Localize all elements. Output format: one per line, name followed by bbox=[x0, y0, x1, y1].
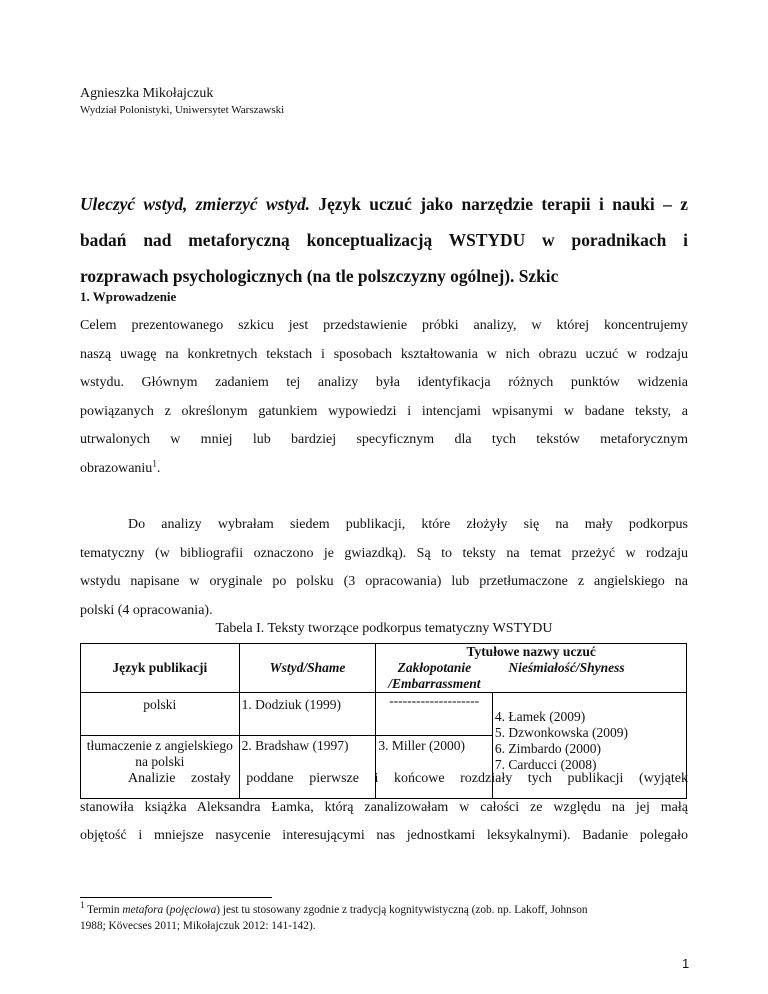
footnote-line-1: $^1$ Termin metafora (pojęciowa) jest tu stosowany zgodnie z tradycją kognitywistyczną (zob. np. Lakoff, Johnson bbox=[80, 900, 588, 916]
cell-wstyd: 1. Dodziuk (1999) bbox=[239, 693, 376, 736]
list-item: 6. Zimbardo (2000) bbox=[494, 741, 602, 756]
cell-lang: polski bbox=[81, 693, 240, 736]
paragraph-3 bbox=[80, 765, 688, 851]
footnote-mark: 1 bbox=[80, 900, 85, 911]
cell-zaklopotanie: 3. Miller (2000) bbox=[376, 736, 493, 799]
list-item: 4. Łamek (2009) bbox=[494, 709, 586, 724]
table-header-row bbox=[81, 644, 687, 661]
table-caption: Tabela I. Teksty tworzące podkorpus tematyczny WSTYDU bbox=[215, 621, 553, 636]
title-line-1-rest: Język uczuć jako narzędzie terapii i nauki – z bbox=[309, 194, 688, 214]
header-wstyd: Wstyd/Shame bbox=[239, 644, 376, 693]
paragraph-line: wstydu napisane w oryginale po polsku (3 opracowania) lub przetłumaczone z angielskiego na bbox=[80, 574, 688, 589]
author-name: Agnieszka Mikołajczuk bbox=[80, 86, 214, 101]
paragraph-line: wstydu. Głównym zadaniem tej analizy była identyfikacja różnych punktów widzenia bbox=[80, 375, 688, 390]
page-number: 1 bbox=[682, 956, 690, 971]
header-feelings: Tytułowe nazwy uczuć bbox=[376, 644, 687, 661]
paragraph-2 bbox=[80, 511, 688, 625]
title-line-1 bbox=[80, 186, 688, 222]
footnote-line-2: 1988; Kövecses 2011; Mikołajczuk 2012: 141-142). bbox=[80, 920, 316, 932]
header-zaklopotanie: Zakłopotanie /Embarrassment bbox=[376, 660, 493, 693]
cell-zaklopotanie: -------------------- bbox=[376, 693, 493, 736]
paragraph-line: stanowiła książka Aleksandra Łamka, którą zanalizowałam w całości ze względu na jej małą bbox=[80, 799, 688, 815]
header-language: Język publikacji bbox=[81, 644, 240, 693]
paragraph-line: Do analizy wybrałam siedem publikacji, które złożyły się na mały podkorpus bbox=[128, 517, 688, 532]
paper-title bbox=[80, 186, 688, 294]
table-row bbox=[81, 693, 687, 736]
paragraph-1 bbox=[80, 312, 688, 483]
paragraph-line: tematyczny (w bibliografii oznaczono je gwiazdką). Są to teksty na temat przeżyć w rodzaju bbox=[80, 545, 688, 561]
title-line-3: rozprawach psychologicznych (na tle polszczyzny ogólnej). Szkic bbox=[80, 266, 559, 286]
footnote-reference[interactable]: 1 bbox=[152, 457, 157, 468]
paragraph-line: Analizie zostały poddane pierwsze i końcowe rozdziały tych publikacji (wyjątek bbox=[128, 771, 688, 786]
paragraph-line: obrazowaniu$^1$. bbox=[80, 457, 161, 476]
footnote bbox=[80, 902, 688, 934]
paragraph-line: Celem prezentowanego szkicu jest przedstawienie próbki analizy, w której koncentrujemy bbox=[80, 318, 688, 333]
section-heading: 1. Wprowadzenie bbox=[80, 289, 177, 304]
title-line-2: badań nad metaforyczną konceptualizacją WSTYDU w poradnikach i bbox=[80, 230, 688, 250]
title-italic-part: Uleczyć wstyd, zmierzyć wstyd. bbox=[80, 194, 310, 214]
cell-lang: tłumaczenie z angielskiego na polski bbox=[81, 736, 240, 799]
paragraph-line: polski (4 opracowania). bbox=[80, 602, 213, 618]
header-niesmialosc: Nieśmiałość/Shyness bbox=[492, 660, 686, 693]
paragraph-line: utrwalonych w mniej lub bardziej specyficznym dla tych tekstów metaforycznym bbox=[80, 432, 688, 447]
cell-wstyd: 2. Bradshaw (1997) bbox=[239, 736, 376, 799]
paragraph-line: powiązanych z określonym gatunkiem wypowiedzi i intencjami wpisanymi w badane teksty, a bbox=[80, 403, 688, 419]
list-item: 7. Carducci (2008) bbox=[494, 757, 597, 772]
paragraph-line: naszą uwagę na konkretnych tekstach i sposobach kształtowania w nich obrazu uczuć w rodzaju bbox=[80, 346, 688, 362]
footnote-separator bbox=[80, 897, 272, 898]
list-item: 5. Dzwonkowska (2009) bbox=[494, 725, 629, 740]
author-affiliation: Wydział Polonistyki, Uniwersytet Warszawski bbox=[80, 104, 285, 116]
paragraph-line: objętość i mniejsze nasycenie interesującymi nas jednostkami leksykalnymi). Badanie polegało bbox=[80, 828, 688, 843]
